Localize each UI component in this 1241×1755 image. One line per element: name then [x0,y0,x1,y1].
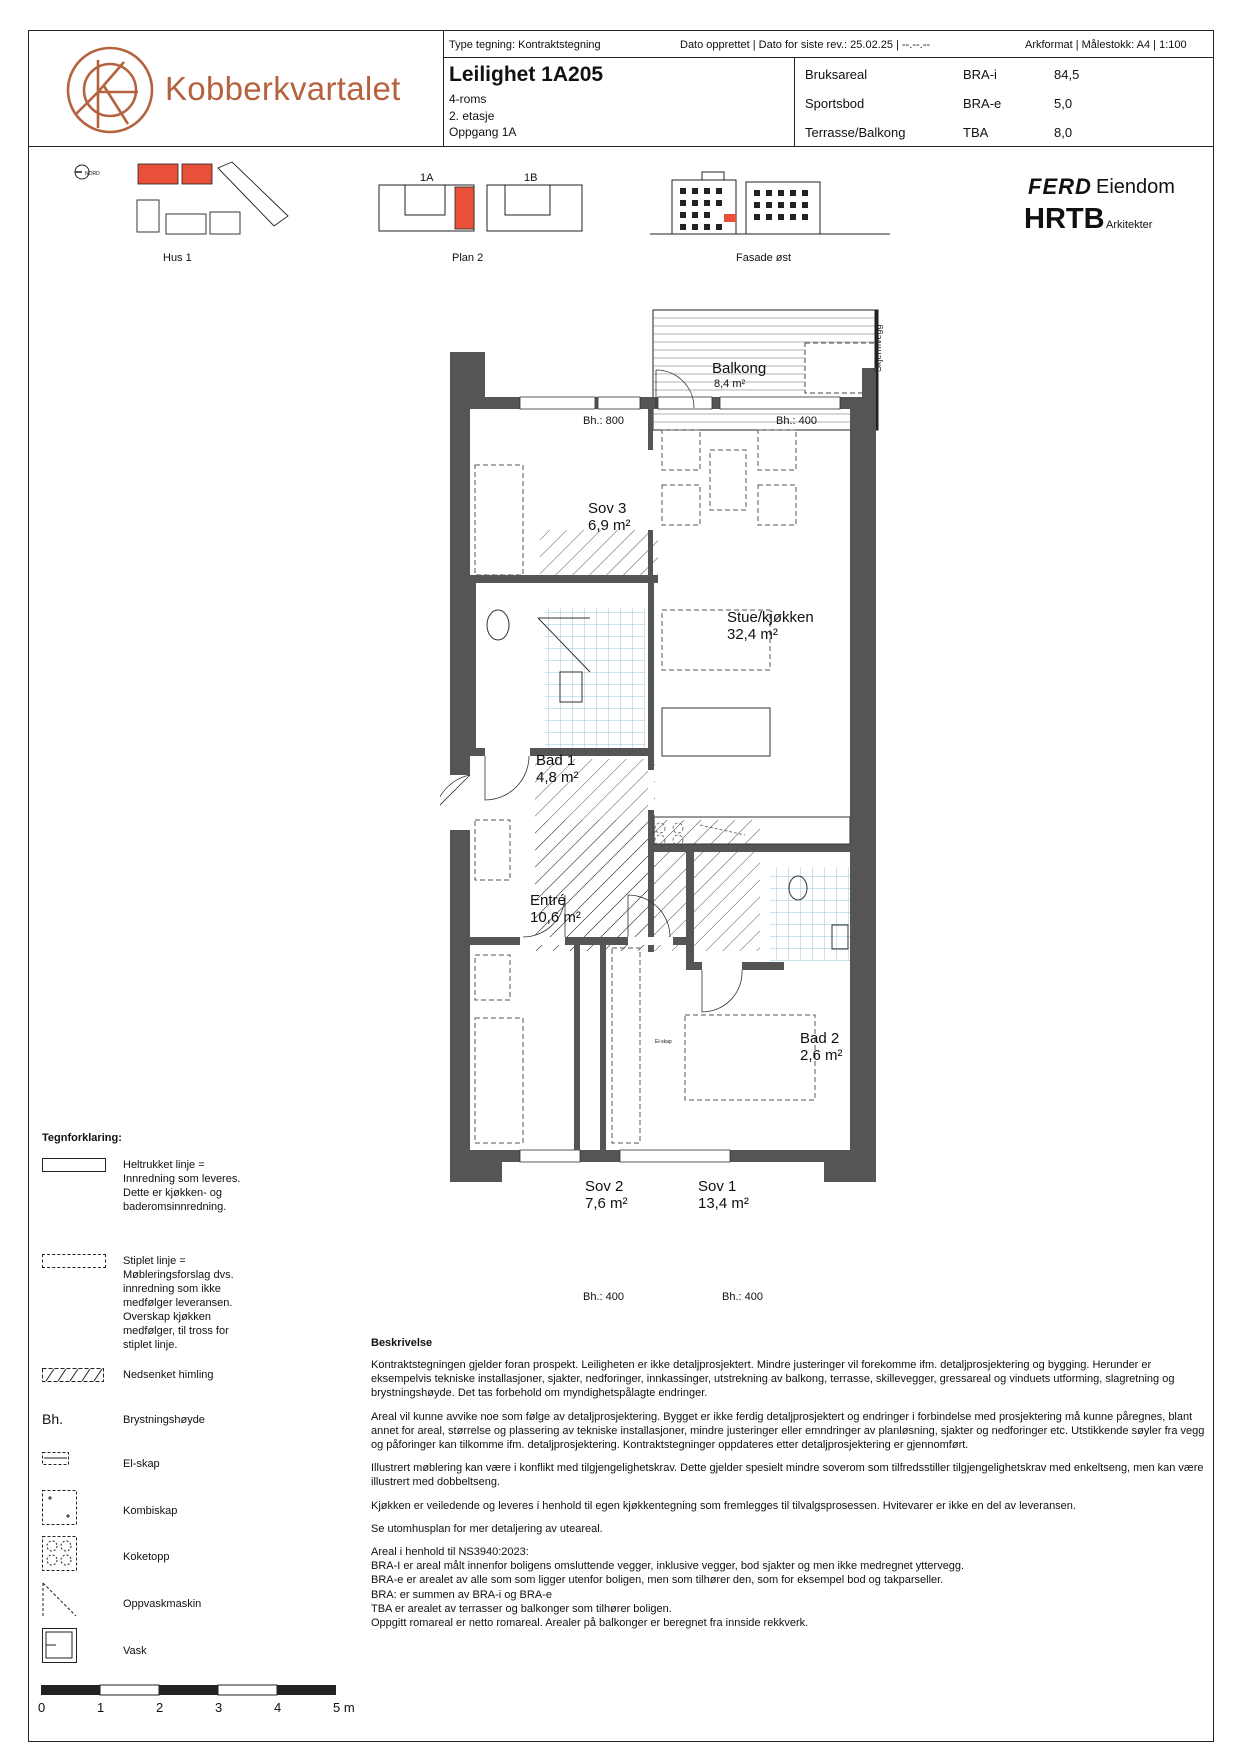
legend-item-nedsenket: Nedsenket himling [123,1369,214,1381]
legend-item-oppvask: Oppvaskmaskin [123,1598,202,1610]
el-skap-symbol [42,1452,70,1466]
area-label-2: Terrasse/Balkong [805,125,906,140]
room-sov2-name: Sov 2 [585,1178,624,1195]
area-definition-line: BRA-e er arealet av alle som som ligger utenfor boligen, men som tilhører den, som for eksempel bod og takparseller. [371,1574,944,1587]
floor-plan [440,300,940,1310]
legend-title: Tegnforklaring: [42,1132,122,1144]
room-stue-name: Stue/kjøkken [727,609,814,626]
room-bad1 [536,752,579,786]
area-code-0: BRA-i [963,67,997,82]
room-sov1-area: 13,4 m² [698,1195,749,1212]
room-balkong-area: 8,4 m² [714,378,746,390]
area-label-1: Sportsbod [805,96,865,111]
legend-item-kombiskap: Kombiskap [123,1505,178,1517]
room-bad1-name: Bad 1 [536,752,576,769]
room-sov3-area: 6,9 m² [588,517,631,534]
keyplan-fasade-label: Fasade øst [736,252,792,264]
description-title: Beskrivelse [371,1337,433,1349]
room-bad2-name: Bad 2 [800,1030,840,1047]
legend-item-solid: Heltrukket linje = Innredning som leveres. Dette er kjøkken- og baderomsinnredning. [123,1159,241,1213]
eiendom-logo-text: Eiendom [1096,176,1175,198]
title-block-divider [443,30,444,146]
keyplan-1b-label: 1B [524,172,538,184]
logo-mark-icon [62,42,162,142]
ferd-logo-text: FERD [1028,174,1092,199]
bh-bottom-left: Bh.: 400 [583,1291,624,1303]
kombiskap-symbol [42,1490,78,1526]
legend-item-vask: Vask [123,1645,147,1657]
legend-item-elskap: El-skap [123,1458,160,1470]
keyplan-hus-label: Hus 1 [163,252,192,264]
area-code-1: BRA-e [963,96,1002,111]
scale-tick-0: 0 [38,1700,46,1715]
hrtb-logo-text: HRTB [1024,203,1105,235]
highlighted-apartment [455,187,474,229]
room-bad2-area: 2,6 m² [800,1047,843,1064]
bad2-tiles [770,867,860,961]
area-definition-line: BRA-I er areal målt innenfor boligens omsluttende vegger, inklusive vegger, bod sjakter og men ikke medregnet yttervegg. [371,1560,965,1573]
scale-tick-3: 3 [215,1700,223,1715]
highlighted-facade-unit [724,214,736,222]
description-body [371,1358,1211,1630]
legend-bh-symbol: Bh. [42,1411,64,1427]
drawing-format: Arkformat | Målestokk: A4 | 1:100 [1025,39,1187,51]
title-block-area-divider [794,57,795,146]
bh-bottom-right: Bh.: 400 [722,1291,763,1303]
room-balkong-name: Balkong [712,360,767,377]
north-label: NORD [85,171,100,177]
area-definition-line: TBA er arealet av terrasser og balkonger som tilhører boligen. [371,1602,672,1615]
title-block-header-rule [443,57,1214,58]
description-paragraph: Areal vil kunne avvike noe som følge av detaljprosjektering. Bygget er ikke ferdig detaljprosjektert og endringer i forbindelse med prosjektering må kunne påregnes, blant annet for areal, størrelse og plassering av tekniske installasjoner, mindre justeringer eller emndringer av planløsning, sjakter og nedforinger etc. Utstikkende søyler fra vegg og påforinger kan tilkomme ifm. detaljprosjektering. Kontraktstegninger oppdateres etter detaljprosjektering er gjennomført. [371,1410,1205,1452]
area-definition-line: BRA: er summen av BRA-i og BRA-e [371,1588,552,1601]
room-entre [530,892,581,926]
room-entre-area: 10,6 m² [530,909,581,926]
facade-keyplan [650,168,895,236]
room-sov3-name: Sov 3 [588,500,627,517]
room-stue [727,609,814,643]
room-stue-area: 32,4 m² [727,626,778,643]
nedsenket-himling-symbol [42,1368,104,1382]
koketopp-symbol [42,1536,78,1572]
area-value-2: 8,0 [1054,125,1073,140]
area-definition-line: Areal i henhold til NS3940:2023: [371,1546,529,1559]
room-sov1-name: Sov 1 [698,1178,737,1195]
room-sov2-area: 7,6 m² [585,1195,628,1212]
toilet-icon [487,610,509,640]
area-value-0: 84,5 [1054,67,1080,82]
arkitekter-logo-text: Arkitekter [1106,219,1153,231]
legend-dashed-line-symbol [42,1254,106,1268]
skjermvegg-label [873,324,883,372]
room-sov1 [698,1178,749,1212]
apartment-title: Leilighet 1A205 [449,63,604,86]
legend-item-dashed: Stiplet linje = Møbleringsforslag dvs. innredning som ikke medfølger leveransen. Overskap kjøkken medfølger, til tross for stiplet linje. [123,1255,234,1351]
el-skap-label: El-skap [655,1039,672,1045]
area-code-2: TBA [963,125,989,140]
highlighted-building-block [138,164,178,184]
area-definition-line: Oppgitt romareal er netto romareal. Arealer på balkonger er beregnet fra innside rekkverk. [371,1617,809,1630]
scale-tick-5: 5 m [333,1700,355,1715]
drawing-type: Type tegning: Kontraktstegning [449,39,601,51]
description-paragraph: Illustrert møblering kan være i konflikt med tilgjengelighetskrav. Dette gjelder spesielt mindre soverom som tilfredsstiller tilgjengelighetskrav med enkeltseng, men kan være illustrert med dobbeltseng. [371,1462,1204,1489]
room-bad2 [800,1030,843,1064]
legend-item-koketopp: Koketopp [123,1551,170,1563]
apartment-entrance: Oppgang 1A [449,125,517,139]
description-paragraph: Kontraktstegningen gjelder foran prospekt. Leiligheten er ikke detaljprosjektert. Mindre justeringer vil forekomme ifm. detaljprosjektering og bygging. Herunder er eksempelvis tekniske installasjoner, sjakter, nedforinger, innkassinger, utstrekning av balkong, terrasse, skillevegger, gressareal og vinduets utforming, slagretning og brystningshøyde. Det tas forbehold om myndighetspålagte endringer. [371,1359,1175,1400]
scale-tick-2: 2 [156,1700,164,1715]
room-bad1-area: 4,8 m² [536,769,579,786]
bh-top-left: Bh.: 800 [583,415,624,427]
description-paragraph: Kjøkken er veiledende og leveres i henhold til egen kjøkkentegning som fremlegges til tilvalgsprosessen. Hvitevarer er ikke en del av leveransen. [371,1499,1076,1512]
oppvaskmaskin-symbol [42,1582,78,1618]
scale-tick-1: 1 [97,1700,105,1715]
scale-tick-4: 4 [274,1700,282,1715]
legend-item-bh: Brystningshøyde [123,1414,205,1426]
description-paragraph: Se utomhusplan for mer detaljering av uteareal. [371,1522,603,1535]
logo-text: Kobberkvartalet [165,70,401,107]
skjermvegg-text: Skjermvegg [873,324,883,372]
title-block-bottom-rule [28,146,1214,147]
drawing-dates: Dato opprettet | Dato for siste rev.: 25.02.25 | --.--.-- [680,39,931,51]
room-sov3 [588,500,631,534]
vask-symbol [42,1628,78,1664]
sov3-hatch [540,530,658,575]
bh-top-right: Bh.: 400 [776,415,817,427]
area-label-0: Bruksareal [805,67,868,82]
apartment-floor: 2. etasje [449,109,495,123]
room-sov2 [585,1178,628,1212]
area-value-1: 5,0 [1054,96,1073,111]
apartment-rooms: 4-roms [449,92,487,106]
keyplan-plan-label: Plan 2 [452,252,484,264]
highlighted-building-block [182,164,212,184]
room-entre-name: Entré [530,892,566,909]
floor-keyplan [375,175,585,240]
legend-solid-line-symbol [42,1158,106,1172]
scale-bar [40,1684,350,1696]
keyplan-1a-label: 1A [420,172,434,184]
site-keyplan [62,158,302,238]
